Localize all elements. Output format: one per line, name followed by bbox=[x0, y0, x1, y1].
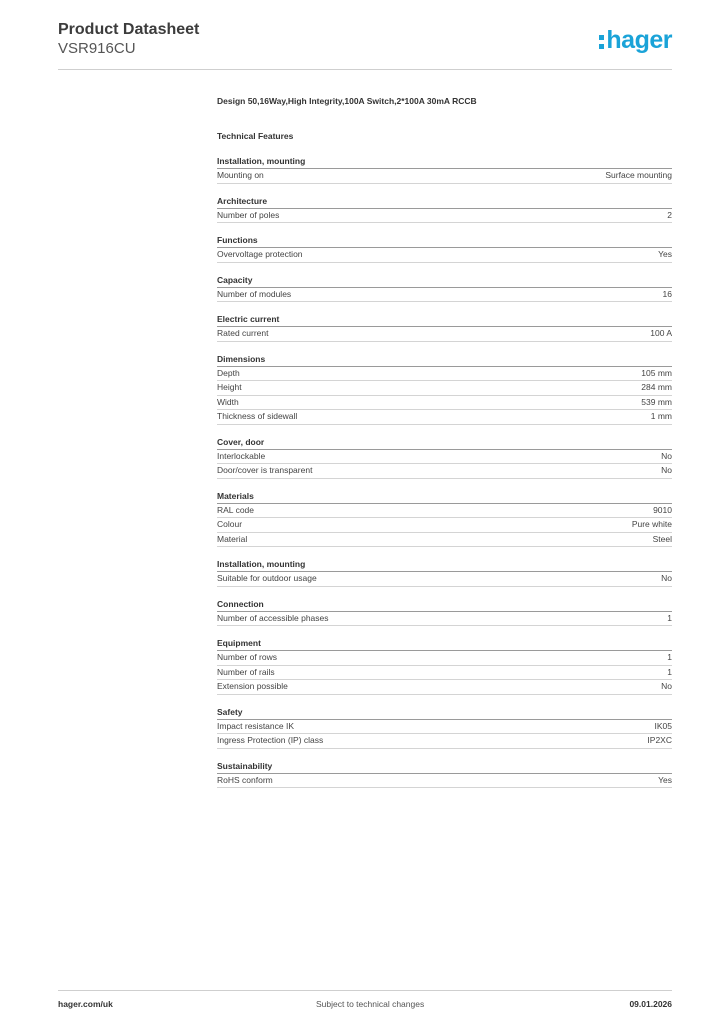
feature-section bbox=[217, 314, 672, 342]
feature-section bbox=[217, 638, 672, 695]
feature-label: Mounting on bbox=[217, 170, 264, 180]
feature-row bbox=[217, 396, 672, 411]
technical-features-heading: Technical Features bbox=[217, 131, 294, 141]
logo-text: hager bbox=[606, 26, 672, 54]
feature-label: Colour bbox=[217, 519, 243, 529]
feature-label: RoHS conform bbox=[217, 774, 273, 785]
footer-date: 09.01.2026 bbox=[629, 999, 672, 1009]
feature-row bbox=[217, 612, 672, 627]
feature-row bbox=[217, 720, 672, 735]
feature-row bbox=[217, 464, 672, 479]
feature-row bbox=[217, 288, 672, 303]
feature-row bbox=[217, 518, 672, 533]
feature-section bbox=[217, 156, 672, 184]
feature-value: 1 bbox=[667, 666, 672, 677]
feature-row bbox=[217, 666, 672, 681]
feature-label: Overvoltage protection bbox=[217, 249, 303, 259]
feature-label: RAL code bbox=[217, 504, 255, 515]
section-title: Installation, mounting bbox=[217, 559, 672, 572]
feature-section bbox=[217, 196, 672, 224]
feature-section bbox=[217, 354, 672, 425]
section-title: Capacity bbox=[217, 275, 672, 288]
feature-value: 9010 bbox=[653, 504, 672, 515]
feature-row bbox=[217, 169, 672, 184]
feature-label: Material bbox=[217, 533, 248, 544]
footer-notice: Subject to technical changes bbox=[316, 999, 425, 1009]
feature-label: Width bbox=[217, 396, 239, 407]
feature-row bbox=[217, 450, 672, 465]
feature-row bbox=[217, 209, 672, 224]
product-code: VSR916CU bbox=[58, 40, 136, 57]
feature-row bbox=[217, 680, 672, 695]
section-title: Installation, mounting bbox=[217, 156, 672, 169]
feature-row bbox=[217, 504, 672, 519]
feature-section bbox=[217, 235, 672, 263]
feature-label: Depth bbox=[217, 367, 240, 378]
feature-row bbox=[217, 774, 672, 789]
feature-value: Pure white bbox=[631, 519, 672, 529]
feature-section bbox=[217, 707, 672, 749]
feature-label: Number of accessible phases bbox=[217, 612, 329, 623]
feature-label: Number of rows bbox=[217, 652, 277, 662]
feature-label: Number of rails bbox=[217, 666, 275, 677]
feature-section bbox=[217, 275, 672, 303]
feature-label: Ingress Protection (IP) class bbox=[217, 735, 324, 745]
section-title: Safety bbox=[217, 707, 672, 720]
feature-value: 539 mm bbox=[641, 396, 672, 407]
footer-website: hager.com/uk bbox=[58, 999, 113, 1009]
feature-row bbox=[217, 410, 672, 425]
feature-value: 100 A bbox=[650, 328, 672, 338]
hager-logo bbox=[599, 26, 672, 55]
feature-section bbox=[217, 761, 672, 789]
feature-row bbox=[217, 533, 672, 548]
section-title: Cover, door bbox=[217, 437, 672, 450]
datasheet-content bbox=[217, 95, 672, 788]
feature-section bbox=[217, 559, 672, 587]
feature-value: No bbox=[661, 465, 672, 475]
section-title: Connection bbox=[217, 599, 672, 612]
feature-row bbox=[217, 381, 672, 396]
feature-row bbox=[217, 734, 672, 749]
feature-label: Rated current bbox=[217, 328, 269, 338]
feature-value: 1 bbox=[667, 652, 672, 662]
page-footer bbox=[58, 990, 672, 1009]
feature-label: Interlockable bbox=[217, 450, 266, 461]
feature-value: 16 bbox=[662, 288, 672, 299]
section-title: Dimensions bbox=[217, 354, 672, 367]
feature-label: Height bbox=[217, 382, 242, 392]
feature-label: Number of modules bbox=[217, 288, 292, 299]
feature-value: 1 mm bbox=[650, 411, 672, 421]
feature-row bbox=[217, 572, 672, 587]
product-description: Design 50,16Way,High Integrity,100A Switch,2*100A 30mA RCCB bbox=[217, 96, 477, 106]
logo-colon-icon bbox=[599, 32, 604, 49]
feature-value: IK05 bbox=[654, 720, 672, 731]
feature-label: Door/cover is transparent bbox=[217, 465, 313, 475]
feature-section bbox=[217, 599, 672, 627]
feature-value: No bbox=[661, 450, 672, 461]
feature-value: 2 bbox=[667, 209, 672, 220]
feature-row bbox=[217, 367, 672, 382]
document-title: Product Datasheet bbox=[58, 21, 200, 38]
feature-value: Surface mounting bbox=[605, 170, 672, 180]
feature-label: Extension possible bbox=[217, 681, 288, 691]
feature-value: Steel bbox=[652, 533, 672, 544]
section-title: Functions bbox=[217, 235, 672, 248]
feature-row bbox=[217, 327, 672, 342]
feature-value: 284 mm bbox=[641, 382, 672, 392]
feature-row bbox=[217, 651, 672, 666]
feature-label: Impact resistance IK bbox=[217, 720, 295, 731]
feature-label: Thickness of sidewall bbox=[217, 411, 298, 421]
section-title: Equipment bbox=[217, 638, 672, 651]
feature-sections bbox=[217, 156, 672, 788]
feature-label: Number of poles bbox=[217, 209, 280, 220]
feature-value: Yes bbox=[658, 774, 672, 785]
section-title: Architecture bbox=[217, 196, 672, 209]
feature-section bbox=[217, 437, 672, 479]
feature-value: 1 bbox=[667, 612, 672, 623]
feature-row bbox=[217, 248, 672, 263]
feature-value: IP2XC bbox=[647, 735, 672, 745]
section-title: Materials bbox=[217, 491, 672, 504]
section-title: Electric current bbox=[217, 314, 672, 327]
feature-section bbox=[217, 491, 672, 548]
feature-value: Yes bbox=[658, 249, 672, 259]
feature-label: Suitable for outdoor usage bbox=[217, 573, 317, 583]
page-header bbox=[58, 20, 672, 70]
feature-value: No bbox=[661, 681, 672, 691]
section-title: Sustainability bbox=[217, 761, 672, 774]
feature-value: No bbox=[661, 573, 672, 583]
feature-value: 105 mm bbox=[641, 367, 672, 378]
